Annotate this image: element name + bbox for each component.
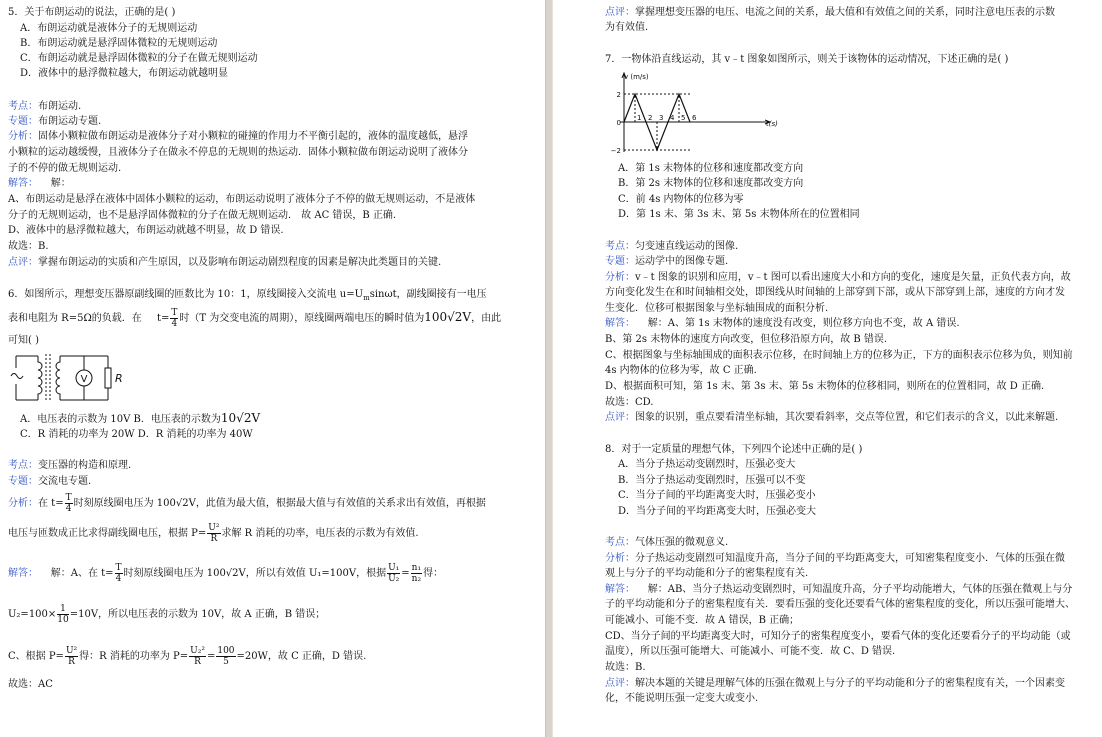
q8-solution-1: 子的平均动能和分子的密集程度有关．要看压强的变化还要看气体的密集程度的变化，所以压强可能增大、 (605, 599, 1075, 610)
q5-option-a: A．布朗运动就是液体分子的无规则运动 (20, 23, 198, 34)
text: 布朗运动. (38, 101, 82, 112)
q7-option-c: C．前 4s 内物体的位移为零 (618, 194, 744, 205)
q8-fenxi (605, 552, 1065, 566)
denominator: 5 (223, 657, 229, 667)
q6-stem-line1 (8, 288, 487, 305)
q8-fenxi-line2: 观上与分子的平均动能和分子的密集程度有关. (605, 568, 809, 579)
q8-option-d: D．当分子间的平均距离变大时，压强必变大 (618, 506, 817, 517)
q6-options-ab (20, 411, 260, 427)
ac-source-symbol (11, 374, 23, 379)
q8-option-b: B．当分子热运动变剧烈时，压强可以不变 (618, 475, 806, 486)
numerator: U₂² (190, 646, 205, 656)
y-tick-label: 0 (616, 119, 621, 127)
label: 解答： (605, 584, 635, 595)
text: 固体小颗粒做布朗运动是液体分子对小颗粒的碰撞的作用力不平衡引起的，液体的温度越低，悬浮 (38, 131, 468, 142)
resistor-symbol (105, 368, 111, 388)
q7-solution-c2: 4s 内物体的位移为零，故 C 正确. (605, 365, 757, 376)
equals: = (206, 651, 216, 662)
text: 求解 R 消耗的功率，电压表的示数为有效值. (221, 528, 419, 539)
fraction (207, 523, 220, 544)
fraction (115, 563, 123, 584)
label: 专题： (8, 116, 38, 127)
q6-stem-line3: 可知( ) (8, 335, 39, 346)
q5-jieda (8, 177, 71, 191)
y-tick-label: 2 (616, 91, 621, 99)
text: 解：A、在 t= (50, 568, 114, 579)
label: 考点： (605, 537, 635, 548)
label: 分析： (605, 553, 635, 564)
option-b: B．电压表的示数为 (133, 414, 221, 425)
x-tick-label: 5 (681, 114, 686, 122)
q6-fenxi-line2 (8, 522, 419, 546)
q5-fenxi-line3: 子的不停的做无规则运动. (8, 163, 122, 174)
label: 考点： (8, 460, 38, 471)
text: =10V，所以电压表的示数为 10V，故 A 正确，B 错误； (69, 609, 326, 620)
resistor-label: R (115, 372, 123, 385)
q8-dianping-line2: 化，不能说明压强一定变大或变小. (605, 693, 759, 704)
text-end: sinωt，副线圈接有一电压 (369, 289, 487, 300)
numerator: T (115, 563, 122, 573)
text: 分子热运动变剧烈可知温度升高，当分子间的平均距离变大，可知密集程度变小．气体的压强在微 (635, 553, 1065, 564)
label: 点评： (8, 257, 38, 268)
text: 电压与匝数成正比求得副线圈电压，根据 P= (8, 528, 207, 539)
numerator: 100 (217, 646, 235, 656)
text: U₂=100× (8, 609, 57, 620)
q8-answer: 故选：B. (605, 662, 646, 673)
numerator: T (65, 493, 72, 503)
fraction (189, 646, 206, 667)
q8-stem: 8．对于一定质量的理想气体，下列四个论述中正确的是( ) (605, 444, 863, 455)
q5-option-b: B．布朗运动就是悬浮固体微粒的无规则运动 (20, 38, 218, 49)
q5-answer: 故选：B. (8, 241, 49, 252)
q8-option-c: C．当分子间的平均距离变大时，压强必变小 (618, 490, 816, 501)
q7-stem: 7．一物体沿直线运动，其 v﹣t 图象如图所示，则关于该物体的运动情况，下述正确的是( ) (605, 54, 1009, 65)
q5-dianping (8, 256, 441, 270)
y-axis-label: v (m/s) (624, 73, 649, 81)
sub: m (363, 294, 370, 302)
text: 匀变速直线运动的图像. (635, 241, 739, 252)
q6-jieda-line1 (8, 562, 443, 586)
q5-option-d: D．液体中的悬浮微粒越大，布朗运动就越明显 (20, 68, 229, 79)
q7-answer: 故选：CD. (605, 397, 654, 408)
q5-fenxi (8, 130, 468, 144)
q5-fenxi-line2: 小颗粒的运动越缓慢，且液体分子在做永不停息的无规则的热运动．固体小颗粒做布朗运动说明了液体分 (8, 147, 468, 158)
q8-option-a: A．当分子热运动变剧烈时，压强必变大 (618, 459, 796, 470)
text: 变压器的构造和原理. (38, 460, 132, 471)
page-divider (545, 0, 553, 737)
q8-kaodian (605, 536, 728, 550)
q6-answer: 故选：AC (8, 679, 53, 690)
q7-kaodian (605, 240, 738, 254)
option-b-value: 10√2V (220, 411, 261, 425)
q7-fenxi (605, 271, 1071, 285)
fraction (65, 646, 78, 667)
q6-jieda-line2 (8, 603, 325, 627)
text: ，由此 (471, 313, 502, 324)
text: C、根据 P= (8, 651, 64, 662)
q7-solution-c: C、根据图象与坐标轴围成的面积表示位移，在时间轴上方的位移为正，下方的面积表示位移为负，则知前 (605, 350, 1073, 361)
fraction (411, 563, 422, 584)
q6-dianping-line2: 为有效值. (605, 22, 649, 33)
equals: = (401, 568, 410, 579)
denominator: U₂ (388, 574, 400, 584)
text: v﹣t 图象的识别和应用，v﹣t 图可以看出速度大小和方向的变化，速度是矢量，正负代表方向，故 (635, 272, 1071, 283)
text: 气体压强的微观意义. (635, 537, 729, 548)
label: 专题： (8, 476, 38, 487)
q7-option-b: B．第 2s 末物体的位移和速度都改变方向 (618, 178, 804, 189)
q5-solution-2: 分子的无规则运动，也不是悬浮固体微粒的分子在做无规则运动． 故 AC 错误，B 正确. (8, 210, 397, 221)
x-tick-label: 1 (637, 114, 642, 122)
q6-zhuanti (8, 475, 91, 489)
denominator: n₂ (411, 574, 422, 584)
label: 分析： (8, 131, 38, 142)
q7-jieda (605, 317, 960, 331)
text: 解： (50, 178, 71, 189)
text: 掌握理想变压器的电压、电流之间的关系，最大值和有效值之间的关系，同时注意电压表的示数 (635, 7, 1055, 18)
text: 在 t= (38, 498, 64, 509)
numerator: n₁ (411, 563, 422, 573)
q6-stem-line2 (8, 306, 501, 330)
text: 掌握布朗运动的实质和产生原因，以及影响布朗运动剧烈程度的因素是解决此类题目的关键. (38, 257, 442, 268)
text: 图象的识别，重点要看清坐标轴，其次要看斜率，交点等位置，和它们表示的含义，以此来解题. (635, 412, 1059, 423)
q6-options-cd (20, 428, 253, 442)
primary-coil (38, 356, 42, 400)
fraction (216, 646, 235, 667)
fraction (387, 563, 400, 584)
label: 考点： (605, 241, 635, 252)
vt-graph (610, 70, 790, 156)
y-tick-label: −2 (610, 147, 621, 155)
x-tick-label: 3 (659, 114, 664, 122)
q7-zhuanti (605, 255, 728, 269)
q8-dianping (605, 677, 1065, 691)
q8-solution-4: 温度），所以压强可能增大、可能减小、可能不变．故 C、D 错误. (605, 646, 896, 657)
x-tick-label: 2 (648, 114, 653, 122)
text: 解：AB、当分子热运动变剧烈时，可知温度升高，分子平均动能增大，气体的压强在微观上与分 (647, 584, 1073, 595)
text: 交流电专题. (38, 476, 92, 487)
denominator: 4 (115, 574, 122, 584)
q5-solution-1: A、布朗运动是悬浮在液体中固体小颗粒的运动，布朗运动说明了液体分子不停的做无规则运动，不是液体 (8, 194, 476, 205)
q8-solution-3: CD、当分子间的平均距离变大时，可知分子的密集程度变小，要看气体的变化还要看分子的平均动能（或 (605, 631, 1071, 642)
text: 表和电阻为 R=5Ω的负载．在 (8, 313, 142, 324)
x-axis-label: t(s) (766, 120, 778, 128)
x-tick-label: 6 (692, 114, 697, 122)
q5-stem: 5．关于布朗运动的说法，正确的是( ) (8, 7, 176, 18)
left-page (0, 0, 540, 737)
q7-solution-b: B、第 2s 末物体的速度方向改变，但位移沿原方向，故 B 错误. (605, 334, 888, 345)
denominator: R (194, 657, 201, 667)
text: 运动学中的图像专题. (635, 256, 729, 267)
numerator: 1 (57, 604, 68, 615)
label: 点评： (605, 7, 635, 18)
q8-jieda (605, 583, 1072, 597)
fraction (65, 493, 73, 514)
denominator: 4 (171, 319, 178, 329)
text: 6．如图所示，理想变压器原副线圈的匝数比为 10：1，原线圈接入交流电 u=U (8, 289, 364, 300)
option-a: A．电压表的示数为 10V (20, 414, 131, 425)
numerator: T (171, 308, 178, 318)
text: 时刻原线圈电压为 100√2V，所以有效值 U₁=100V，根据 (123, 568, 387, 579)
q5-option-c: C．布朗运动就是悬浮固体微粒的分子在做无规则运动 (20, 53, 258, 64)
text: 解决本题的关键是理解气体的压强在微观上与分子的平均动能和分子的密集程度有关，一个因素变 (635, 678, 1065, 689)
text: 得：R 消耗的功率为 P= (79, 651, 189, 662)
denominator: 4 (65, 504, 72, 514)
right-page (558, 0, 1102, 737)
q8-solution-2: 可能减小、可能不变．故 A 错误，B 正确； (605, 615, 800, 626)
option-c: C．R 消耗的功率为 20W (20, 429, 135, 440)
transformer-circuit-diagram (8, 348, 132, 408)
text: 时（T 为交变电流的周期），原线圈两端电压的瞬时值为 (179, 313, 425, 324)
q5-zhuanti (8, 115, 101, 129)
voltmeter-label: V (80, 374, 88, 385)
q7-option-a: A．第 1s 末物体的位移和速度都改变方向 (618, 163, 804, 174)
label: 解答： (8, 178, 38, 189)
label: 考点： (8, 101, 38, 112)
denominator: R (68, 657, 75, 667)
t-eq: t= (156, 313, 170, 324)
fraction-t-over-4 (170, 308, 178, 329)
denominator: R (210, 534, 218, 544)
text: 得： (423, 568, 444, 579)
label: 分析： (8, 498, 38, 509)
text: =20W，故 C 正确，D 错误. (236, 651, 367, 662)
label: 解答： (605, 318, 635, 329)
numerator: U₁ (388, 563, 400, 573)
label: 点评： (605, 412, 635, 423)
secondary-coil (56, 356, 60, 400)
x-tick-label: 4 (670, 114, 675, 122)
label: 点评： (605, 678, 635, 689)
fraction (57, 604, 68, 625)
q5-kaodian (8, 100, 81, 114)
text: 解：A、第 1s 末物体的速度没有改变，则位移方向也不变，故 A 错误. (647, 318, 960, 329)
q7-option-d: D．第 1s 末、第 3s 末、第 5s 末物体所在的位置相同 (618, 209, 860, 220)
label: 解答： (8, 568, 38, 579)
q7-fenxi-line3: 生变化．位移可根据图象与坐标轴围成的面积分析. (605, 303, 829, 314)
q6-kaodian (8, 459, 131, 473)
q6-jieda-line3 (8, 645, 366, 669)
q6-fenxi-line1 (8, 492, 486, 516)
q7-fenxi-line2: 方向变化发生在和时间轴相交处，即图线从时间轴的上部穿到下部，或从下部穿到上部，速度的方向才发 (605, 287, 1065, 298)
text: 时刻原线圈电压为 100√2V，此值为最大值，根据最大值与有效值的关系求出有效值，再根据 (73, 498, 486, 509)
numerator: U² (208, 523, 220, 533)
q7-solution-d: D、根据面积可知，第 1s 末、第 3s 末、第 5s 末物体的位移相同，则所在的位置相同，故 D 正确. (605, 381, 1045, 392)
denominator: 10 (57, 615, 69, 625)
voltage-value: 100√2V (424, 310, 472, 324)
numerator: U² (65, 646, 78, 656)
label: 分析： (605, 272, 635, 283)
text: 布朗运动专题. (38, 116, 102, 127)
q6-dianping (605, 6, 1055, 20)
q7-dianping (605, 411, 1058, 425)
label: 专题： (605, 256, 635, 267)
q5-solution-3: D、液体中的悬浮微粒越大，布朗运动就越不明显，故 D 错误. (8, 225, 284, 236)
option-d: D．R 消耗的功率为 40W (137, 429, 253, 440)
